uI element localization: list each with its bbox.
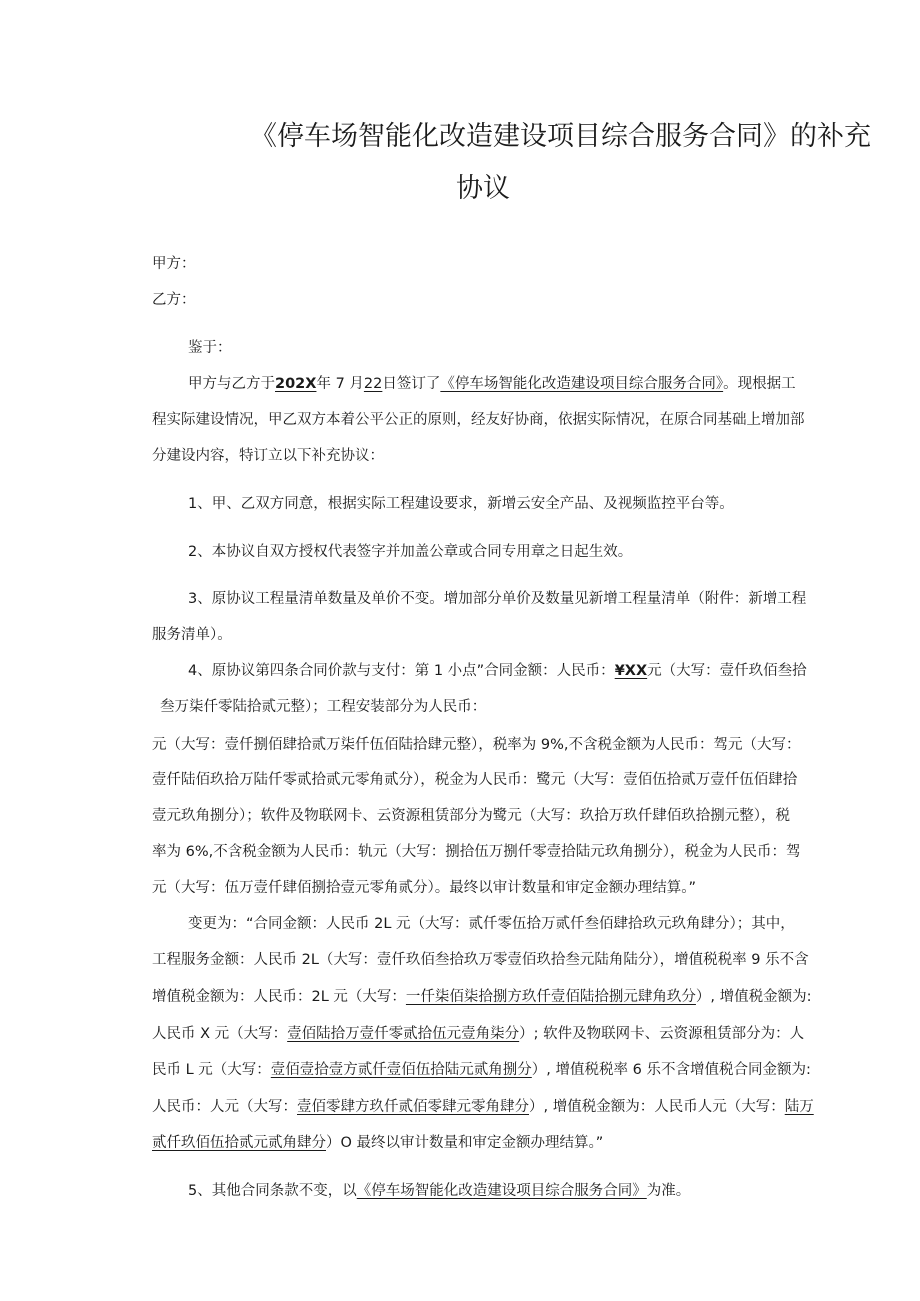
clause-4-line-6: 率为 6%,不含税金额为人民币：轨元（大写：捌拾伍万捌仟零壹拾陆元玖角捌分），税金为人民币：驾 bbox=[152, 844, 801, 860]
intro-text: 日签订了 bbox=[382, 376, 441, 392]
clause-5-text: 5、其他合同条款不变，以 bbox=[188, 1183, 357, 1199]
intro-text: 甲方与乙方于 bbox=[188, 376, 275, 392]
clause-3-line-1: 3、原协议工程量清单数量及单价不变。增加部分单价及数量见新增工程量清单（附件：新增工程 bbox=[188, 591, 807, 607]
clause-4-text: 元（大写：壹仟玖佰叁拾 bbox=[647, 663, 807, 679]
change-text: 民币 L 元（大写： bbox=[152, 1062, 271, 1078]
amount-in-words: 壹佰零肆方玖仟贰佰零肆元零角肆分 bbox=[297, 1099, 529, 1115]
sign-year: 202X bbox=[275, 376, 317, 392]
change-line-7 bbox=[152, 1133, 603, 1153]
intro-line-1 bbox=[188, 374, 796, 394]
change-line-4 bbox=[152, 1024, 804, 1044]
intro-line-2: 程实际建设情况，甲乙双方本着公平公正的原则，经友好协商，依据实际情况，在原合同基础上增加部 bbox=[152, 412, 805, 428]
intro-line-3: 分建设内容，特订立以下补充协议： bbox=[152, 448, 384, 464]
clause-5-text: 为准。 bbox=[646, 1183, 691, 1199]
intro-text: 年 bbox=[316, 376, 331, 392]
change-text: 人民币：人元（大写： bbox=[152, 1099, 297, 1115]
change-text: ）; 软件及物联网卡、云资源租赁部分为：人 bbox=[519, 1026, 805, 1042]
intro-text: 月 bbox=[349, 376, 364, 392]
document-title-line-1 bbox=[250, 118, 871, 156]
amount-in-words: 陆万 bbox=[784, 1099, 814, 1115]
clause-5 bbox=[188, 1181, 690, 1201]
document-title-line-2: 协议 bbox=[456, 173, 510, 204]
clause-1: 1、甲、乙双方同意，根据实际工程建设要求，新增云安全产品、及视频监控平台等。 bbox=[188, 496, 734, 512]
change-line-6 bbox=[152, 1097, 814, 1117]
contract-amount: ¥XX bbox=[614, 663, 648, 679]
change-line-3 bbox=[152, 987, 812, 1007]
intro-text: 。现根据工 bbox=[723, 376, 796, 392]
change-text: ）, 增值税金额为：人民币人元（大写： bbox=[529, 1099, 785, 1115]
clause-4-line-4: 壹仟陆佰玖拾万陆仟零贰拾贰元零角贰分），税金为人民币：鹭元（大写：壹佰伍拾贰万壹仟伍佰肆拾 bbox=[152, 772, 798, 788]
clause-4-line-5: 壹元玖角捌分）；软件及物联网卡、云资源租赁部分为鹭元（大写：玖拾万玖仟肆佰玖拾捌元整），税 bbox=[152, 808, 790, 824]
clause-4-line-1 bbox=[188, 661, 807, 681]
clause-3-line-2: 服务清单）。 bbox=[152, 627, 232, 643]
change-text: 人民币 X 元（大写： bbox=[152, 1026, 288, 1042]
amount-in-words: 壹佰陆拾万壹仟零贰拾伍元壹角柒分 bbox=[287, 1026, 520, 1042]
clause-2: 2、本协议自双方授权代表签字并加盖公章或合同专用章之日起生效。 bbox=[188, 544, 633, 560]
change-line-5 bbox=[152, 1060, 811, 1080]
change-text: ）, 增值税税率 6 乐不含增值税合同金额为: bbox=[531, 1062, 811, 1078]
sign-month: 7 bbox=[335, 376, 345, 392]
clause-4-line-2: 叁万柒仟零陆拾贰元整）；工程安装部分为人民币： bbox=[160, 699, 487, 715]
change-line-2: 工程服务金额：人民币 2L（大写：壹仟玖佰叁拾玖万零壹佰玖拾叁元陆角陆分），增值税税率 9 乐不含 bbox=[152, 952, 809, 968]
party-a-label: 甲方： bbox=[152, 256, 196, 272]
clause-4-text: 4、原协议第四条合同价款与支付：第 1 小点”合同金额：人民币： bbox=[188, 663, 615, 679]
title-text: 《停车场智能化改造建设项目综合服务合同》的补充 bbox=[250, 121, 871, 152]
clause-4-line-3: 元（大写：壹仟捌佰肆拾贰万柒仟伍佰陆拾肆元整），税率为 9%,不含税金额为人民币：驾元（大写： bbox=[152, 737, 801, 753]
contract-name: 《停车场智能化改造建设项目综合服务合同》 bbox=[356, 1183, 647, 1199]
change-text: ）, 增值税金额为: bbox=[695, 989, 812, 1005]
change-text: 增值税金额为：人民币：2L 元（大写： bbox=[152, 989, 406, 1005]
party-b-label: 乙方： bbox=[152, 292, 196, 308]
amount-in-words: 壹佰壹拾壹方贰仟壹佰伍拾陆元贰角捌分 bbox=[270, 1062, 532, 1078]
amount-in-words: 一仟柒佰柒拾捌方玖仟壹佰陆拾捌元肆角玖分 bbox=[405, 989, 696, 1005]
contract-name: 《停车场智能化改造建设项目综合服务合同》 bbox=[440, 376, 724, 392]
change-line-1: 变更为：“合同金额：人民币 2L 元（大写：贰仟零伍拾万贰仟叁佰肆拾玖元玖角肆分）；其中， bbox=[188, 916, 795, 932]
sign-day: 22 bbox=[363, 376, 383, 392]
whereas-label: 鉴于： bbox=[188, 340, 232, 356]
change-text: ）O 最终以审计数量和审定金额办理结算。” bbox=[326, 1135, 604, 1151]
amount-in-words: 贰仟玖佰伍拾贰元贰角肆分 bbox=[152, 1135, 326, 1151]
clause-4-line-7: 元（大写：伍万壹仟肆佰捌拾壹元零角贰分）。最终以审计数量和审定金额办理结算。” bbox=[152, 880, 697, 896]
